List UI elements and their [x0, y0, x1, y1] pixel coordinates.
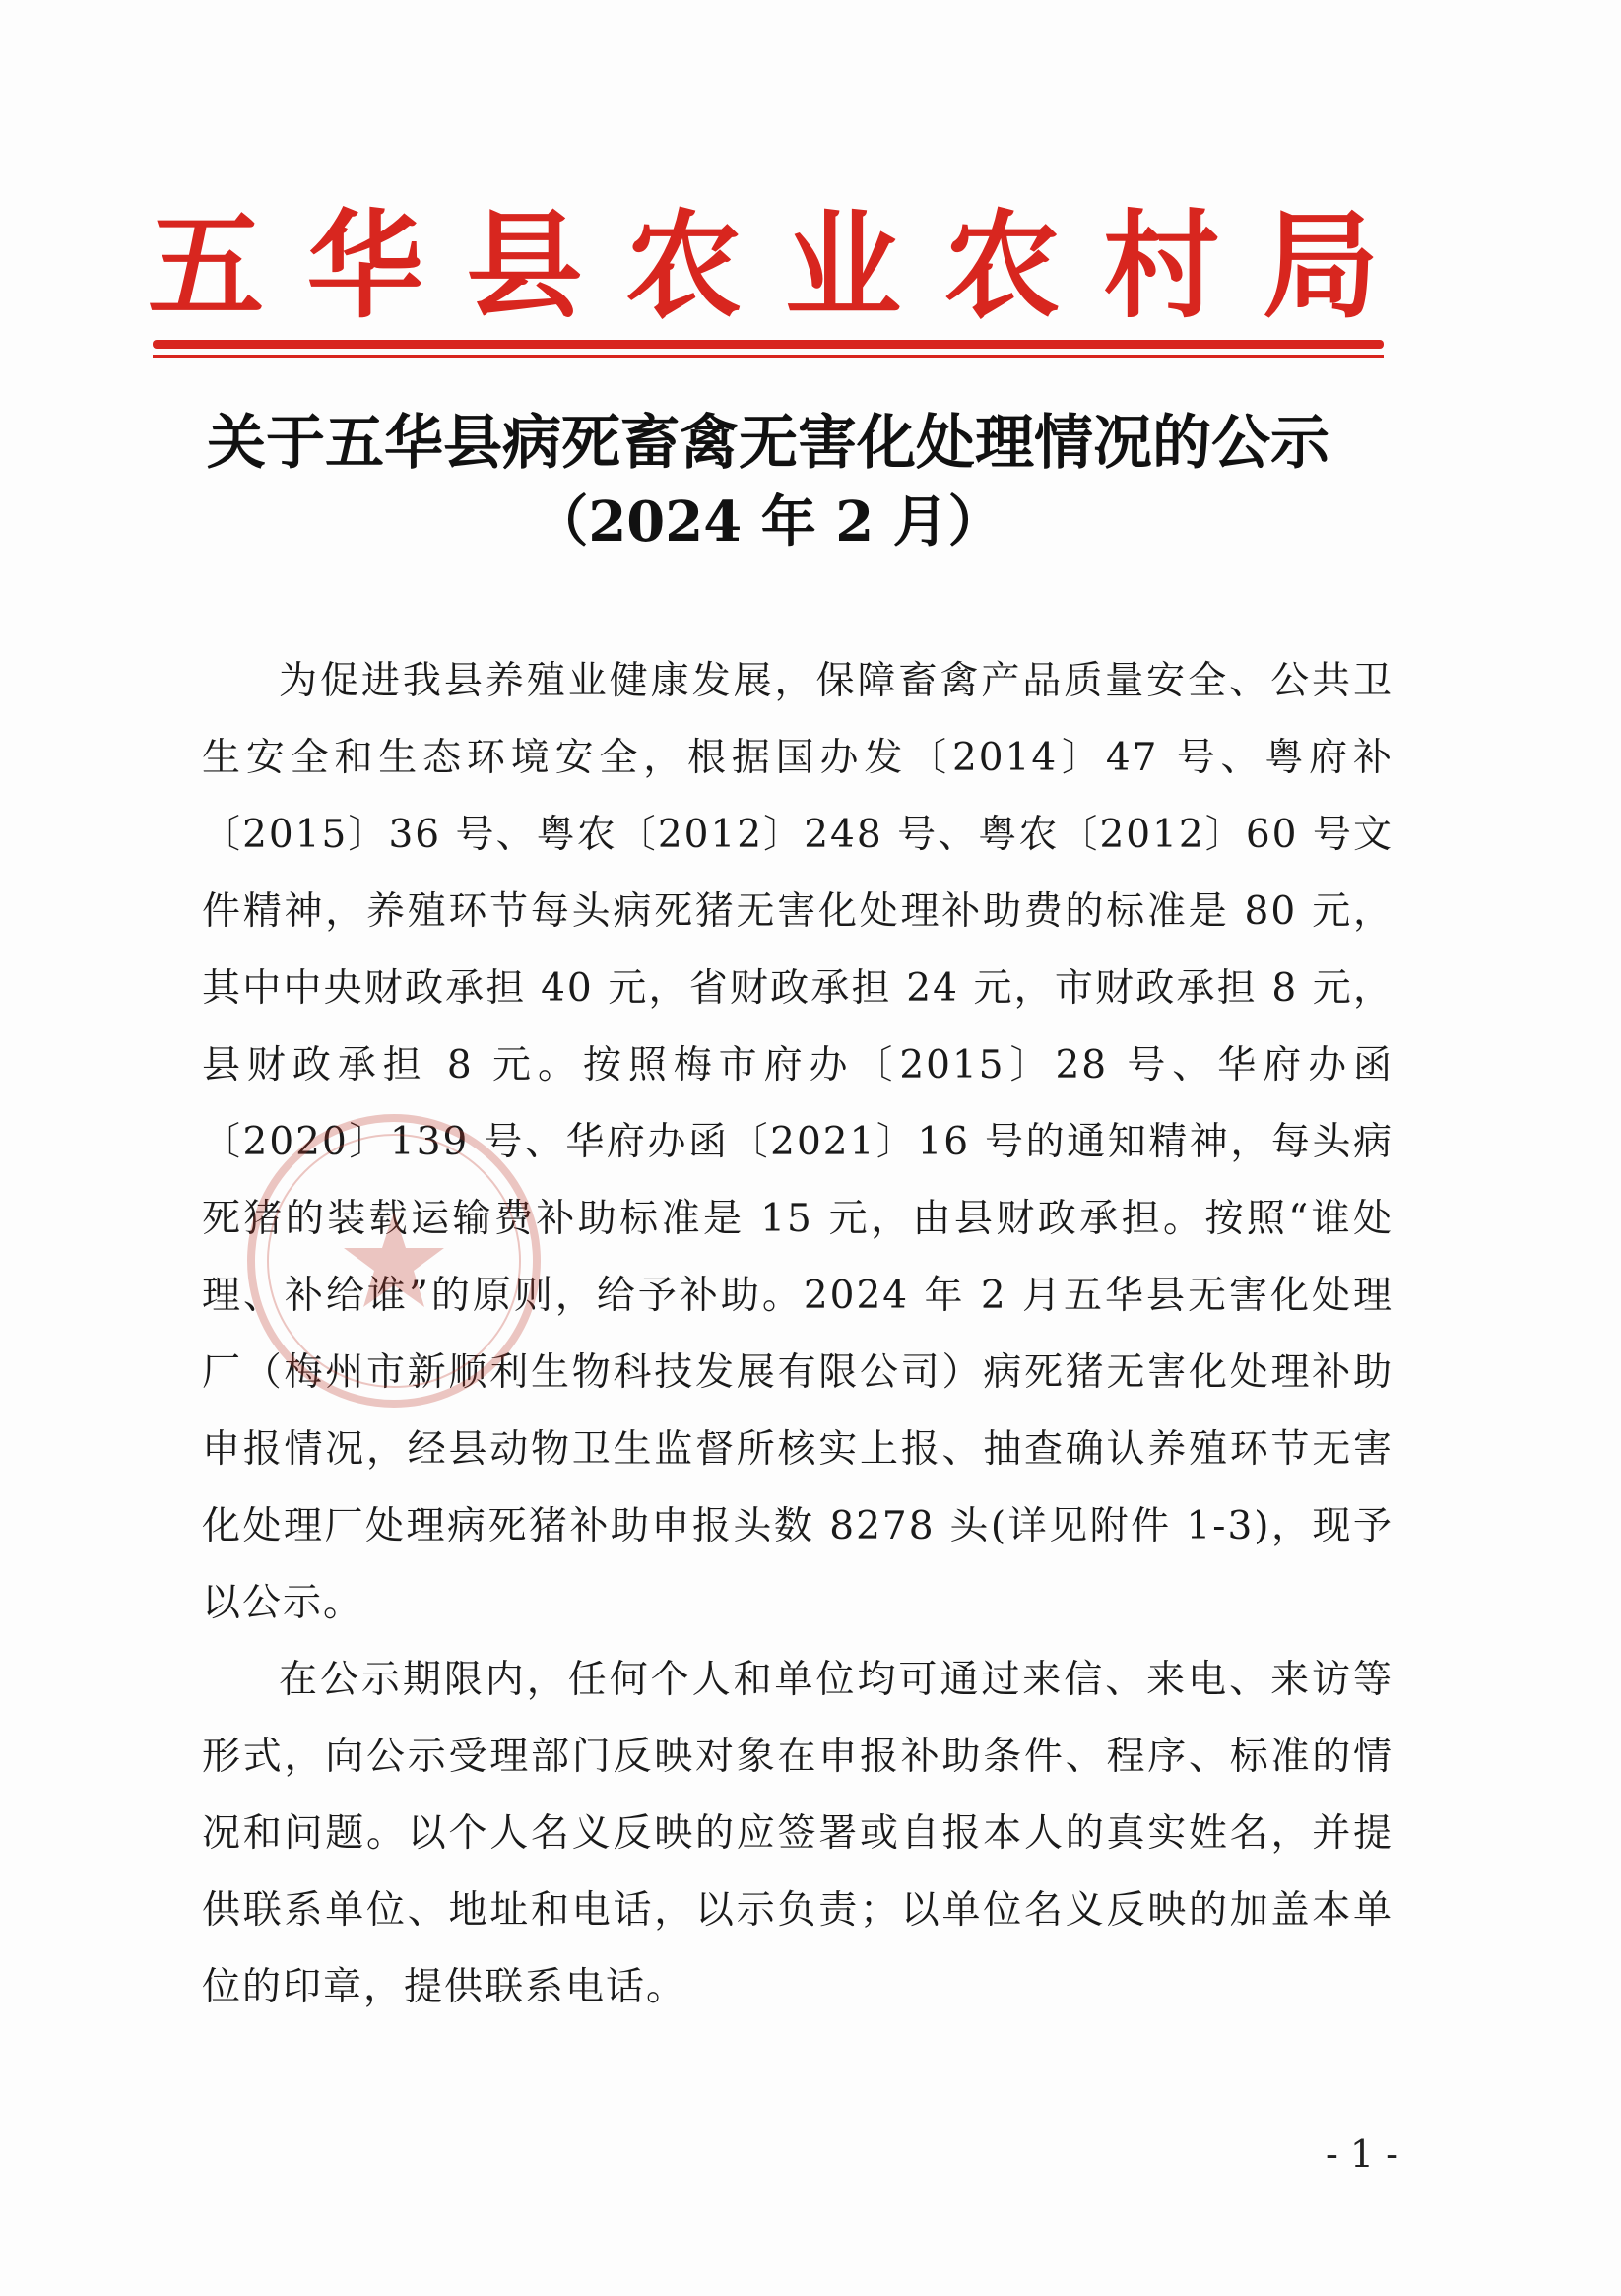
body-paragraph: 为促进我县养殖业健康发展，保障畜禽产品质量安全、公共卫生安全和生态环境安全，根据国办发〔2014〕47 号、粤府补〔2015〕36 号、粤农〔2012〕248 号、粤农〔2012〕60 号文件精神，养殖环节每头病死猪无害化处理补助费的标准是 80 元，其中中央财政承担 40 元，省财政承担 24 元，市财政承担 8 元，县财政承担 8 元。按照梅市府办〔2015〕28 号、华府办函〔2020〕139 号、华府办函〔2021〕16 号的通知精神，每头病死猪的装载运输费补助标准是 15 元，由县财政承担。按照“谁处理、补给谁”的原则，给予补助。2024 年 2 月五华县无害化处理厂（梅州市新顺利生物科技发展有限公司）病死猪无害化处理补助申报情况，经县动物卫生监督所核实上报、抽查确认养殖环节无害化处理厂处理病死猪补助申报头数 8278 头(详见附件 1-3)，现予以公示。	[202, 659, 1394, 1625]
document-subtitle: （2024 年 2 月）	[533, 490, 1004, 555]
masthead-char: 业	[784, 198, 901, 334]
masthead-org-name	[148, 197, 1379, 335]
masthead-char: 局	[1262, 198, 1379, 334]
body-paragraph: 在公示期限内，任何个人和单位均可通过来信、来电、来访等形式，向公示受理部门反映对象在申报补助条件、程序、标准的情况和问题。以个人名义反映的应签署或自报本人的真实姓名，并提供联系单位、地址和电话，以示负责；以单位名义反映的加盖本单位的印章，提供联系电话。	[202, 1658, 1394, 2009]
page-number: - 1 -	[1325, 2132, 1398, 2176]
masthead-char: 五	[148, 198, 265, 334]
masthead-char: 华	[306, 198, 423, 334]
masthead-char: 县	[466, 198, 583, 334]
masthead-divider-thick	[153, 340, 1384, 349]
masthead-char: 农	[625, 198, 743, 334]
masthead-char: 村	[1103, 198, 1220, 334]
masthead-char: 农	[943, 198, 1061, 334]
masthead-divider-thin	[153, 355, 1384, 358]
official-seal-stamp	[241, 1108, 547, 1413]
document-title: 关于五华县病死畜禽无害化处理情况的公示	[207, 409, 1329, 478]
